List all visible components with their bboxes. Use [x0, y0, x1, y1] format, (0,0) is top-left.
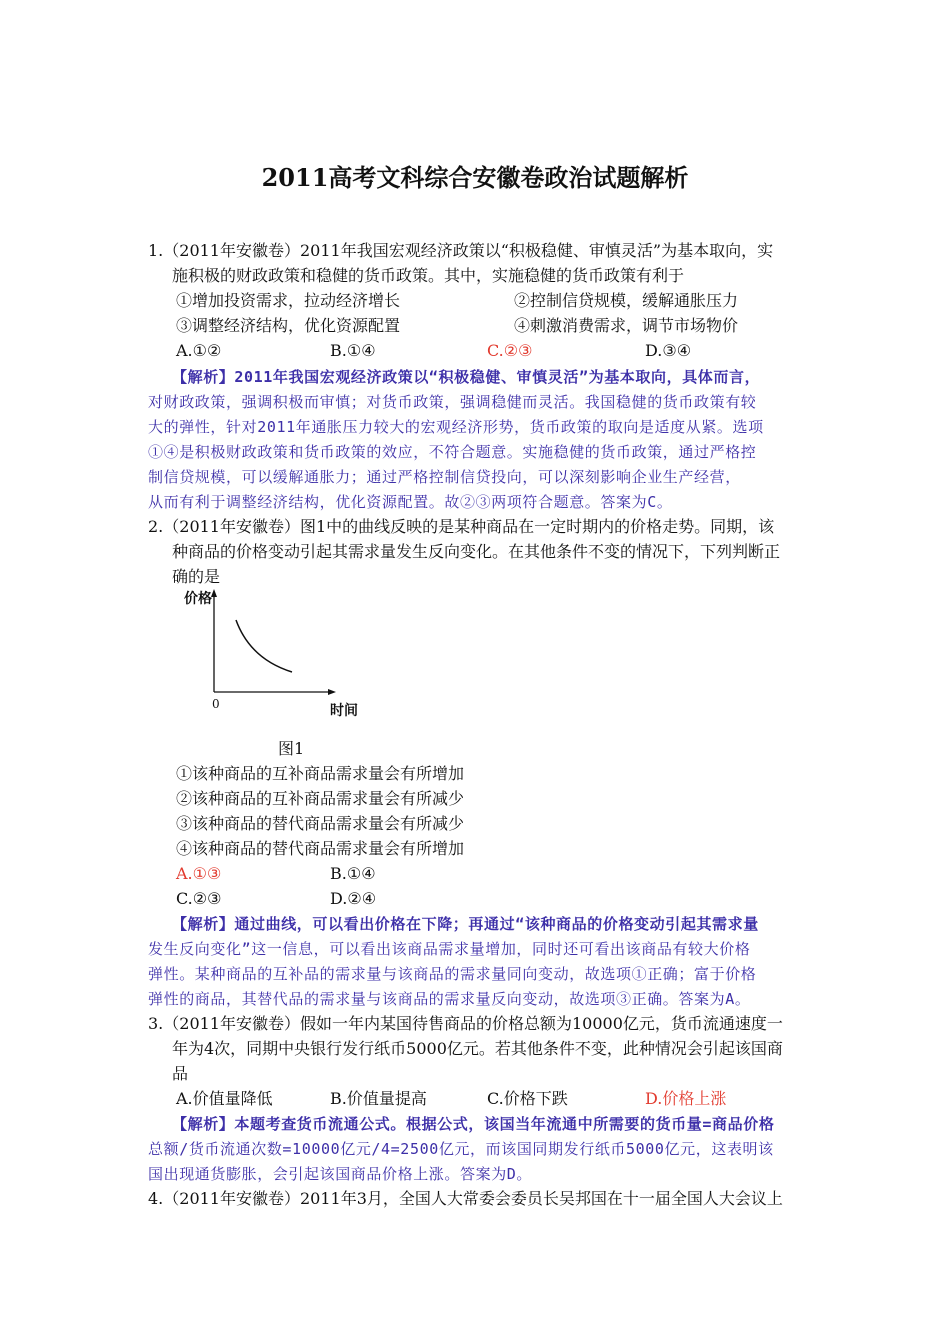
q1-option-a: A.①② [176, 341, 222, 360]
q1-analysis-line5: 制信贷规模，可以缓解通胀力；通过严格控制信贷投向，可以深刻影响企业生产经营， [148, 468, 741, 486]
q2-item-3: ③该种商品的替代商品需求量会有所减少 [176, 814, 465, 833]
q2-analysis-line4: 弹性的商品，其替代品的需求量与该商品的需求量反向变动，故选项③正确。答案为A。 [148, 990, 751, 1008]
q3-stem-line1: 3.（2011年安徽卷）假如一年内某国待售商品的价格总额为10000亿元，货币流通速度一 [148, 1014, 783, 1033]
q2-option-a-answer: A.①③ [176, 864, 222, 883]
q2-analysis-line1 [172, 913, 759, 935]
q1-option-c-answer: C.②③ [487, 341, 533, 360]
graph-x-label: 时间 [330, 703, 358, 719]
q1-analysis-line3: 大的弹性，针对2011年通胀压力较大的宏观经济形势，货币政策的取向是适度从紧。选项 [148, 418, 764, 436]
q1-item-2: ②控制信贷规模，缓解通胀压力 [514, 291, 739, 310]
q3-analysis-line1 [172, 1113, 774, 1135]
graph-y-label: 价格 [184, 591, 212, 607]
declining-price-curve [236, 620, 292, 672]
q2-item-2: ②该种商品的互补商品需求量会有所减少 [176, 789, 465, 808]
figure-1-caption: 图1 [278, 739, 305, 758]
figure-1-graph [182, 586, 382, 726]
q3-analysis-lead: 本题考查货币流通公式。根据公式，该国当年流通中所需要的货币量=商品价格 [234, 1115, 775, 1133]
q1-item-4: ④刺激消费需求，调节市场物价 [514, 316, 739, 335]
q1-stem-line1: 1.（2011年安徽卷）2011年我国宏观经济政策以“积极稳健、审慎灵活”为基本取向，实 [148, 241, 774, 260]
q3-stem-line2: 年为4次，同期中央银行发行纸币5000亿元。若其他条件不变，此种情况会引起该国商 [172, 1039, 783, 1058]
q1-analysis-line1 [172, 366, 760, 388]
q3-analysis-tag: 【解析】 [172, 1115, 235, 1133]
q3-option-c: C.价格下跌 [487, 1089, 568, 1108]
q2-analysis-line3: 弹性。某种商品的互补品的需求量与该商品的需求量同向变动，故选项①正确；富于价格 [148, 965, 757, 983]
q2-analysis-line2: 发生反向变化”这一信息，可以看出该商品需求量增加，同时还可看出该商品有较大价格 [148, 940, 751, 958]
q2-option-d: D.②④ [330, 889, 377, 908]
q3-analysis-line2: 总额/货币流通次数=10000亿元/4=2500亿元，而该国同期发行纸币5000亿元，这表明该 [148, 1140, 774, 1158]
q1-stem-line2: 施积极的财政政策和稳健的货币政策。其中，实施稳健的货币政策有利于 [172, 266, 685, 285]
q1-item-3: ③调整经济结构，优化资源配置 [176, 316, 401, 335]
graph-origin-label: 0 [212, 697, 220, 711]
page-title: 2011高考文科综合安徽卷政治试题解析 [261, 163, 689, 192]
q4-stem-line1: 4.（2011年安徽卷）2011年3月，全国人大常委会委员长吴邦国在十一届全国人大会议上 [148, 1189, 783, 1208]
q2-item-1: ①该种商品的互补商品需求量会有所增加 [176, 764, 465, 783]
q3-option-a: A.价值量降低 [176, 1089, 273, 1108]
q2-option-c: C.②③ [176, 889, 222, 908]
q3-stem-line3: 品 [172, 1064, 189, 1083]
q1-analysis-lead: 2011年我国宏观经济政策以“积极稳健、审慎灵活”为基本取向，具体而言， [234, 368, 761, 386]
q2-analysis-tag: 【解析】 [172, 915, 235, 933]
q3-option-b: B.价值量提高 [330, 1089, 427, 1108]
q1-analysis-line4: ①④是积极财政政策和货币政策的效应，不符合题意。实施稳健的货币政策，通过严格控 [148, 443, 757, 461]
q2-stem-line2: 种商品的价格变动引起其需求量发生反向变化。在其他条件不变的情况下，下列判断正 [172, 542, 781, 561]
q1-option-b: B.①④ [330, 341, 376, 360]
q3-analysis-line3: 国出现通货膨胀，会引起该国商品价格上涨。答案为D。 [148, 1165, 533, 1183]
q2-stem-line1: 2.（2011年安徽卷）图1中的曲线反映的是某种商品在一定时期内的价格走势。同期，该 [148, 517, 775, 536]
q1-analysis-line6: 从而有利于调整经济结构，优化资源配置。故②③两项符合题意。答案为C。 [148, 493, 673, 511]
q2-analysis-lead: 通过曲线，可以看出价格在下降；再通过“该种商品的价格变动引起其需求量 [234, 915, 759, 933]
q1-option-d: D.③④ [645, 341, 692, 360]
q1-item-1: ①增加投资需求，拉动经济增长 [176, 291, 401, 310]
q3-option-d-answer: D.价格上涨 [645, 1089, 727, 1108]
q2-item-4: ④该种商品的替代商品需求量会有所增加 [176, 839, 465, 858]
q2-stem-line3: 确的是 [172, 567, 221, 586]
x-axis-arrow [328, 689, 336, 695]
q2-option-b: B.①④ [330, 864, 376, 883]
q1-analysis-line2: 对财政政策，强调积极而审慎；对货币政策，强调稳健而灵活。我国稳健的货币政策有较 [148, 393, 757, 411]
q1-analysis-tag: 【解析】 [172, 368, 235, 386]
